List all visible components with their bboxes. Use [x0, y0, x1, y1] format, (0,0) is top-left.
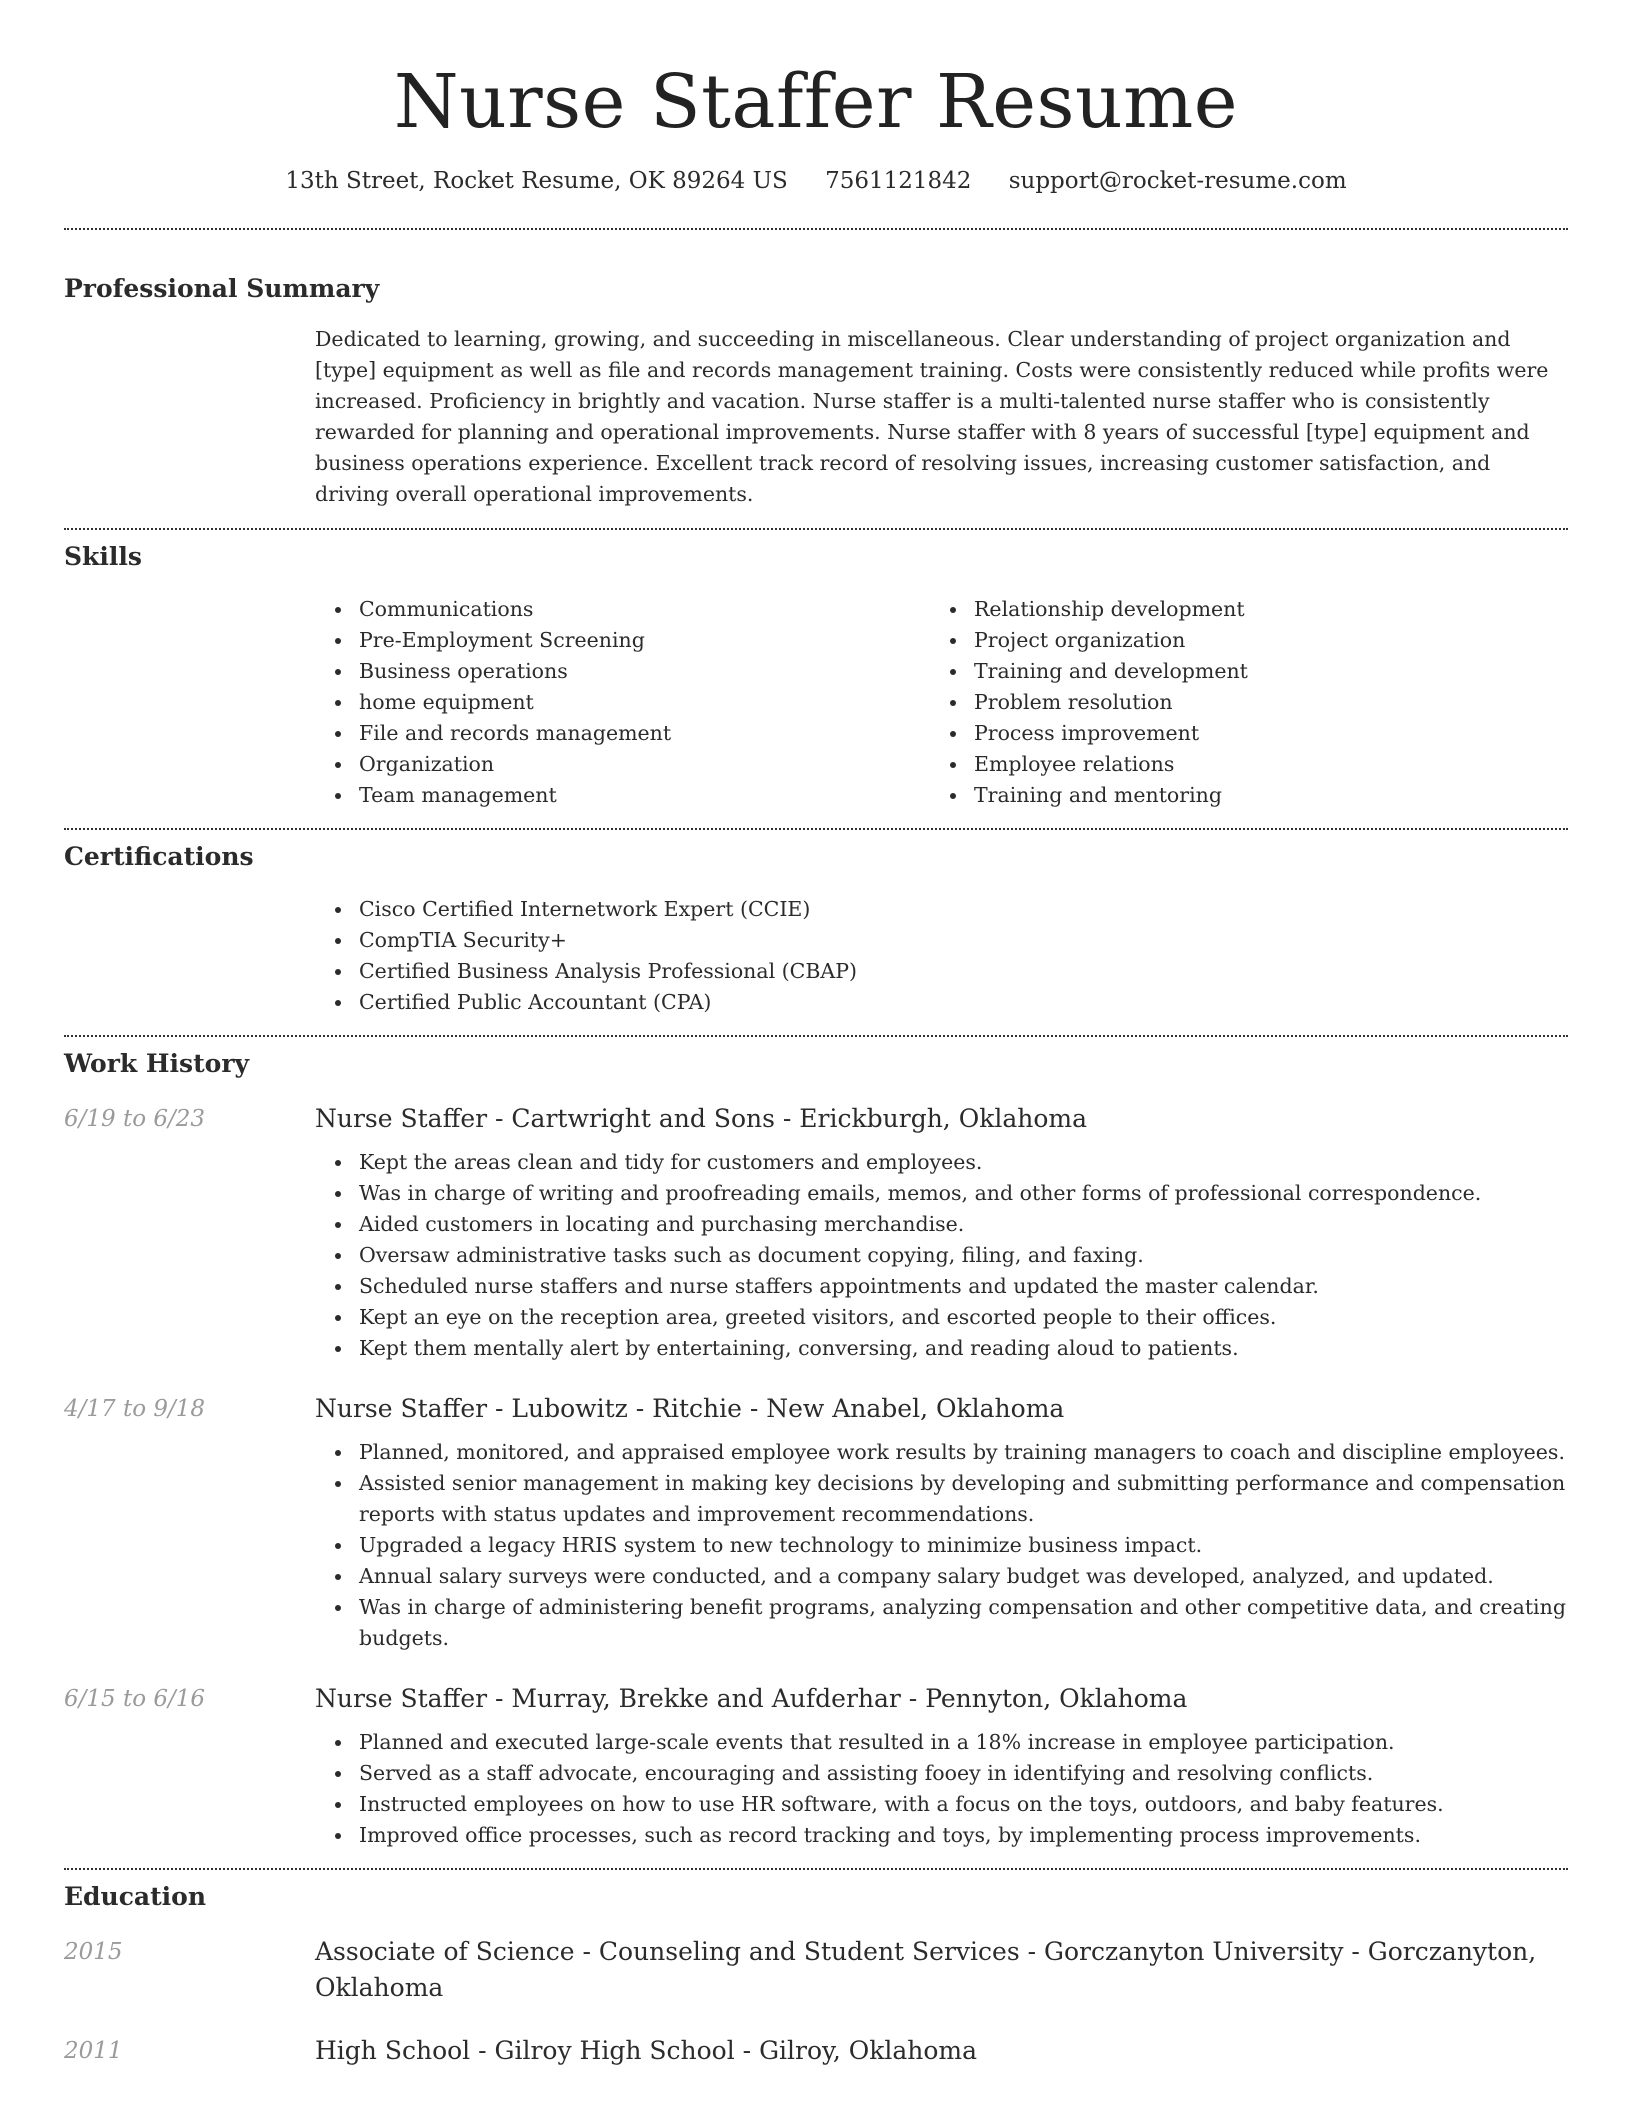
certifications-list	[315, 894, 1568, 1018]
job-heading: Nurse Staffer - Murray, Brekke and Aufderhar - Pennyton, Oklahoma	[315, 1684, 1188, 1713]
education-date: 2011	[64, 2038, 123, 2064]
job-entry	[64, 1391, 1568, 1654]
skill-item: Project organization	[930, 625, 1545, 656]
education-heading-line: High School - Gilroy High School - Gilroy, Oklahoma	[315, 2036, 978, 2065]
skill-item: Team management	[315, 780, 930, 811]
job-entry	[64, 1101, 1568, 1364]
job-details	[315, 1101, 1568, 1364]
section-divider	[64, 1035, 1568, 1037]
certification-item: Certified Business Analysis Professional (CBAP)	[315, 956, 1568, 987]
job-bullets	[315, 1727, 1568, 1851]
contact-phone[interactable]: 7561121842	[825, 168, 972, 194]
education-heading-line: Associate of Science - Counseling and Student Services - Gorczanyton University - Gorczanyton, Oklahoma	[315, 1937, 1537, 2002]
skills-heading: Skills	[64, 542, 142, 571]
summary-text: Dedicated to learning, growing, and succeeding in miscellaneous. Clear understanding of project organization and [type] equipment as well as file and records management training. Costs were consistently reduced while profits were increased. Proficiency in brightly and vacation. Nurse staffer is a multi-talented nurse staffer who is consistently rewarded for planning and operational improvements. Nurse staffer with 8 years of successful [type] equipment and business operations experience. Excellent track record of resolving issues, increasing customer satisfaction, and driving overall operational improvements.	[315, 327, 1549, 506]
contact-email[interactable]: support@rocket-resume.com	[1008, 168, 1347, 194]
job-entry	[64, 1681, 1568, 1851]
education-details	[315, 2033, 1568, 2069]
job-heading: Nurse Staffer - Cartwright and Sons - Erickburgh, Oklahoma	[315, 1104, 1088, 1133]
job-bullets	[315, 1437, 1568, 1654]
job-bullet: Was in charge of administering benefit programs, analyzing compensation and other competitive data, and creating budgets.	[315, 1592, 1568, 1654]
job-bullet: Kept them mentally alert by entertaining, conversing, and reading aloud to patients.	[315, 1333, 1568, 1364]
job-bullets	[315, 1147, 1568, 1364]
job-bullet: Kept the areas clean and tidy for customers and employees.	[315, 1147, 1568, 1178]
job-bullet: Improved office processes, such as record tracking and toys, by implementing process improvements.	[315, 1820, 1568, 1851]
work-history-heading: Work History	[64, 1049, 250, 1078]
skill-item: home equipment	[315, 687, 930, 718]
skill-item: Business operations	[315, 656, 930, 687]
education-section	[64, 1880, 1568, 2069]
work-history-section	[64, 1047, 1568, 1851]
contact-line	[64, 164, 1568, 198]
job-date: 6/19 to 6/23	[64, 1106, 206, 1132]
education-entry	[64, 2033, 1568, 2069]
job-bullet: Served as a staff advocate, encouraging and assisting fooey in identifying and resolving conflicts.	[315, 1758, 1568, 1789]
job-bullet: Kept an eye on the reception area, greeted visitors, and escorted people to their offices.	[315, 1302, 1568, 1333]
skills-section	[64, 540, 1568, 811]
education-heading: Education	[64, 1882, 207, 1911]
skill-item: File and records management	[315, 718, 930, 749]
skills-list-right	[930, 594, 1545, 811]
job-details	[315, 1391, 1568, 1654]
job-bullet: Aided customers in locating and purchasing merchandise.	[315, 1209, 1568, 1240]
certification-item: CompTIA Security+	[315, 925, 1568, 956]
skills-list-left	[315, 594, 930, 811]
skill-item: Organization	[315, 749, 930, 780]
skill-item: Training and mentoring	[930, 780, 1545, 811]
job-bullet: Oversaw administrative tasks such as document copying, filing, and faxing.	[315, 1240, 1568, 1271]
skill-item: Pre-Employment Screening	[315, 625, 930, 656]
job-bullet: Instructed employees on how to use HR software, with a focus on the toys, outdoors, and baby features.	[315, 1789, 1568, 1820]
section-divider	[64, 528, 1568, 530]
job-date: 6/15 to 6/16	[64, 1686, 206, 1712]
skills-grid	[315, 594, 1568, 811]
skill-item: Process improvement	[930, 718, 1545, 749]
job-bullet: Planned, monitored, and appraised employee work results by training managers to coach and discipline employees.	[315, 1437, 1568, 1468]
job-heading: Nurse Staffer - Lubowitz - Ritchie - New Anabel, Oklahoma	[315, 1394, 1065, 1423]
section-divider	[64, 228, 1568, 230]
job-bullet: Assisted senior management in making key decisions by developing and submitting performance and compensation reports with status updates and improvement recommendations.	[315, 1468, 1568, 1530]
job-details	[315, 1681, 1568, 1851]
job-bullet: Scheduled nurse staffers and nurse staffers appointments and updated the master calendar.	[315, 1271, 1568, 1302]
summary-heading: Professional Summary	[64, 274, 380, 303]
skill-item: Employee relations	[930, 749, 1545, 780]
skill-item: Relationship development	[930, 594, 1545, 625]
skill-item: Training and development	[930, 656, 1545, 687]
skill-item: Problem resolution	[930, 687, 1545, 718]
education-entry	[64, 1934, 1568, 2006]
job-bullet: Planned and executed large-scale events that resulted in a 18% increase in employee participation.	[315, 1727, 1568, 1758]
certifications-section	[64, 840, 1568, 1018]
education-details	[315, 1934, 1568, 2006]
contact-address: 13th Street, Rocket Resume, OK 89264 US	[285, 168, 788, 194]
certifications-heading: Certifications	[64, 842, 254, 871]
section-divider	[64, 828, 1568, 830]
section-divider	[64, 1868, 1568, 1870]
skill-item: Communications	[315, 594, 930, 625]
education-date: 2015	[64, 1939, 123, 1965]
job-date: 4/17 to 9/18	[64, 1396, 206, 1422]
job-bullet: Upgraded a legacy HRIS system to new technology to minimize business impact.	[315, 1530, 1568, 1561]
resume-page	[64, 0, 1568, 2069]
certification-item: Certified Public Accountant (CPA)	[315, 987, 1568, 1018]
summary-section	[64, 272, 1568, 510]
job-bullet: Annual salary surveys were conducted, and a company salary budget was developed, analyzed, and updated.	[315, 1561, 1568, 1592]
certification-item: Cisco Certified Internetwork Expert (CCIE)	[315, 894, 1568, 925]
resume-title: Nurse Staffer Resume	[393, 59, 1239, 145]
job-bullet: Was in charge of writing and proofreading emails, memos, and other forms of professional correspondence.	[315, 1178, 1568, 1209]
